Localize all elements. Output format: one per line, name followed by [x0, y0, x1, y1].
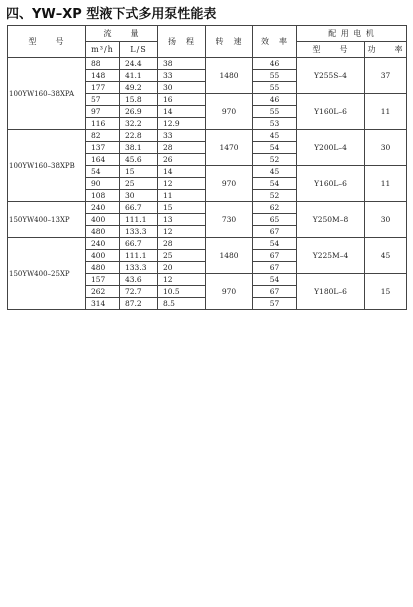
efficiency-cell: 55 — [253, 82, 297, 94]
flow-m3h-cell: 400 — [86, 214, 120, 226]
flow-ls-cell: 15.8 — [120, 94, 158, 106]
motor-model-cell: Y225M–4 — [297, 238, 365, 274]
table-row — [8, 202, 407, 214]
flow-ls-cell: 66.7 — [120, 202, 158, 214]
page-title: 四、YW–XP 型液下式多用泵性能表 — [6, 7, 217, 22]
head-cell: 11 — [158, 190, 206, 202]
efficiency-cell: 46 — [253, 94, 297, 106]
efficiency-cell: 54 — [253, 274, 297, 286]
flow-ls-cell: 26.9 — [120, 106, 158, 118]
flow-m3h-cell: 240 — [86, 238, 120, 250]
pump-model: 150YW400–25XP — [8, 238, 86, 310]
efficiency-cell: 67 — [253, 250, 297, 262]
header-head: 扬 程 — [158, 26, 206, 58]
flow-m3h-cell: 164 — [86, 154, 120, 166]
table-body — [8, 58, 407, 310]
efficiency-cell: 54 — [253, 238, 297, 250]
head-cell: 12 — [158, 226, 206, 238]
motor-model-cell: Y200L–4 — [297, 130, 365, 166]
flow-ls-cell: 43.6 — [120, 274, 158, 286]
flow-ls-cell: 41.1 — [120, 70, 158, 82]
efficiency-cell: 54 — [253, 142, 297, 154]
flow-ls-cell: 133.3 — [120, 262, 158, 274]
flow-m3h-cell: 314 — [86, 298, 120, 310]
header-motor-model: 型 号 — [297, 42, 365, 58]
efficiency-cell: 52 — [253, 154, 297, 166]
flow-m3h-cell: 262 — [86, 286, 120, 298]
head-cell: 13 — [158, 214, 206, 226]
efficiency-cell: 45 — [253, 130, 297, 142]
efficiency-cell: 55 — [253, 106, 297, 118]
pump-model: 150YW400–13XP — [8, 202, 86, 238]
speed-cell: 1480 — [206, 58, 253, 94]
flow-ls-cell: 24.4 — [120, 58, 158, 70]
head-cell: 10.5 — [158, 286, 206, 298]
head-cell: 14 — [158, 106, 206, 118]
flow-m3h-cell: 116 — [86, 118, 120, 130]
speed-cell: 970 — [206, 274, 253, 310]
table-row — [8, 58, 407, 70]
flow-m3h-cell: 82 — [86, 130, 120, 142]
efficiency-cell: 45 — [253, 166, 297, 178]
flow-m3h-cell: 240 — [86, 202, 120, 214]
motor-power-cell: 30 — [365, 130, 407, 166]
efficiency-cell: 52 — [253, 190, 297, 202]
efficiency-cell: 46 — [253, 58, 297, 70]
flow-m3h-cell: 137 — [86, 142, 120, 154]
flow-ls-cell: 111.1 — [120, 250, 158, 262]
header-flow-unit-m3h: m³/h — [86, 42, 120, 58]
efficiency-cell: 54 — [253, 178, 297, 190]
header-efficiency: 效 率 — [253, 26, 297, 58]
motor-power-cell: 11 — [365, 166, 407, 202]
flow-m3h-cell: 88 — [86, 58, 120, 70]
motor-power-cell: 15 — [365, 274, 407, 310]
flow-ls-cell: 49.2 — [120, 82, 158, 94]
flow-ls-cell: 87.2 — [120, 298, 158, 310]
flow-ls-cell: 133.3 — [120, 226, 158, 238]
flow-m3h-cell: 108 — [86, 190, 120, 202]
table-row — [8, 130, 407, 142]
efficiency-cell: 57 — [253, 298, 297, 310]
header-row-1 — [8, 26, 407, 42]
flow-m3h-cell: 148 — [86, 70, 120, 82]
flow-ls-cell: 32.2 — [120, 118, 158, 130]
flow-m3h-cell: 90 — [86, 178, 120, 190]
efficiency-cell: 67 — [253, 286, 297, 298]
pump-model: 100YW160–38XPB — [8, 130, 86, 202]
flow-m3h-cell: 54 — [86, 166, 120, 178]
motor-model-cell: Y180L–6 — [297, 274, 365, 310]
head-cell: 28 — [158, 238, 206, 250]
head-cell: 14 — [158, 166, 206, 178]
motor-power-cell: 37 — [365, 58, 407, 94]
head-cell: 25 — [158, 250, 206, 262]
speed-cell: 1480 — [206, 238, 253, 274]
motor-power-cell: 30 — [365, 202, 407, 238]
pump-model: 100YW160–38XPA — [8, 58, 86, 130]
speed-cell: 1470 — [206, 130, 253, 166]
head-cell: 38 — [158, 58, 206, 70]
motor-model-cell: Y160L–6 — [297, 94, 365, 130]
flow-ls-cell: 22.8 — [120, 130, 158, 142]
flow-ls-cell: 30 — [120, 190, 158, 202]
head-cell: 12 — [158, 274, 206, 286]
table-row — [8, 238, 407, 250]
head-cell: 30 — [158, 82, 206, 94]
efficiency-cell: 62 — [253, 202, 297, 214]
head-cell: 15 — [158, 202, 206, 214]
motor-model-cell: Y255S–4 — [297, 58, 365, 94]
flow-m3h-cell: 177 — [86, 82, 120, 94]
motor-model-cell: Y160L–6 — [297, 166, 365, 202]
head-cell: 28 — [158, 142, 206, 154]
flow-m3h-cell: 480 — [86, 262, 120, 274]
head-cell: 33 — [158, 70, 206, 82]
flow-m3h-cell: 480 — [86, 226, 120, 238]
efficiency-cell: 55 — [253, 70, 297, 82]
header-speed: 转 速 — [206, 26, 253, 58]
motor-power-cell: 45 — [365, 238, 407, 274]
motor-model-cell: Y250M–8 — [297, 202, 365, 238]
header-flow: 流 量 — [86, 26, 158, 42]
flow-ls-cell: 25 — [120, 178, 158, 190]
flow-ls-cell: 45.6 — [120, 154, 158, 166]
speed-cell: 730 — [206, 202, 253, 238]
head-cell: 16 — [158, 94, 206, 106]
head-cell: 20 — [158, 262, 206, 274]
speed-cell: 970 — [206, 166, 253, 202]
flow-m3h-cell: 400 — [86, 250, 120, 262]
head-cell: 33 — [158, 130, 206, 142]
efficiency-cell: 65 — [253, 214, 297, 226]
flow-m3h-cell: 157 — [86, 274, 120, 286]
efficiency-cell: 67 — [253, 226, 297, 238]
motor-power-cell: 11 — [365, 94, 407, 130]
flow-ls-cell: 72.7 — [120, 286, 158, 298]
speed-cell: 970 — [206, 94, 253, 130]
head-cell: 12.9 — [158, 118, 206, 130]
head-cell: 8.5 — [158, 298, 206, 310]
flow-ls-cell: 66.7 — [120, 238, 158, 250]
header-motor: 配 用 电 机 — [297, 26, 407, 42]
head-cell: 26 — [158, 154, 206, 166]
flow-ls-cell: 38.1 — [120, 142, 158, 154]
head-cell: 12 — [158, 178, 206, 190]
flow-ls-cell: 15 — [120, 166, 158, 178]
efficiency-cell: 53 — [253, 118, 297, 130]
efficiency-cell: 67 — [253, 262, 297, 274]
flow-ls-cell: 111.1 — [120, 214, 158, 226]
flow-m3h-cell: 57 — [86, 94, 120, 106]
header-model: 型 号 — [8, 26, 86, 58]
header-motor-power: 功 率 — [365, 42, 407, 58]
flow-m3h-cell: 97 — [86, 106, 120, 118]
pump-performance-table — [7, 25, 407, 310]
header-flow-unit-ls: L/S — [120, 42, 158, 58]
